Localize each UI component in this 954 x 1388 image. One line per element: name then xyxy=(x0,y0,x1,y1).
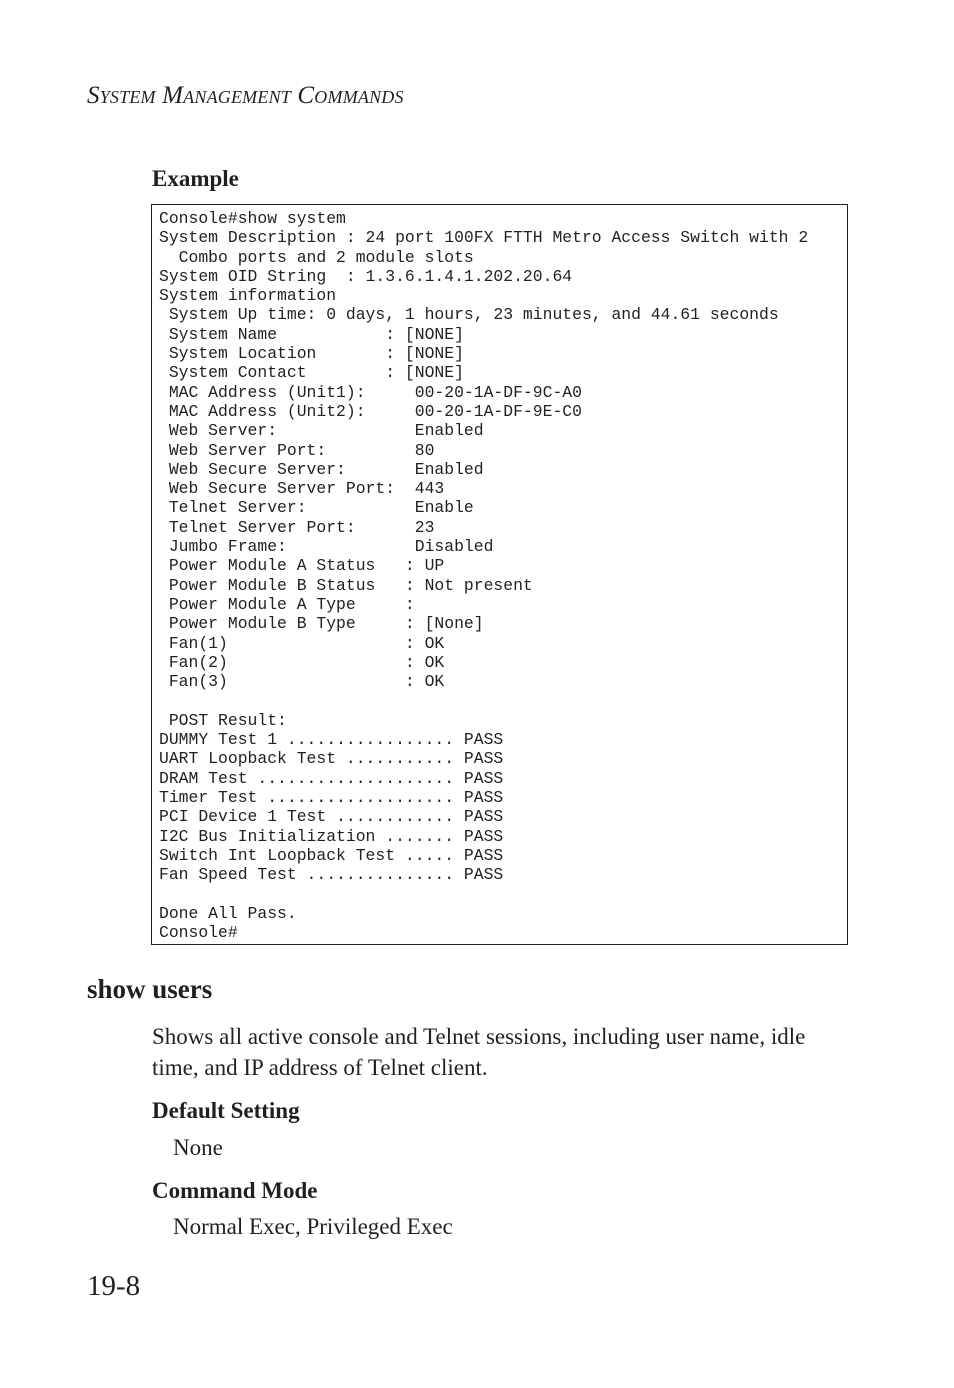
code-line: Fan(1) : OK xyxy=(159,633,445,653)
code-line: MAC Address (Unit2): 00-20-1A-DF-9E-C0 xyxy=(159,401,582,421)
code-line: Fan Speed Test ............... PASS xyxy=(159,865,504,885)
code-line: DUMMY Test 1 ................. PASS xyxy=(159,730,504,750)
code-line: Web Server Port: 80 xyxy=(159,440,435,460)
default-setting-heading: Default Setting xyxy=(152,1098,300,1123)
code-line: System information xyxy=(159,286,337,306)
code-line: System Description : 24 port 100FX FTTH Metro Access Switch with 2 xyxy=(159,228,809,248)
code-example-box xyxy=(151,204,848,945)
code-line: Switch Int Loopback Test ..... PASS xyxy=(159,845,504,865)
code-line: PCI Device 1 Test ............ PASS xyxy=(159,807,504,827)
code-line: Jumbo Frame: Disabled xyxy=(159,537,494,557)
code-line: POST Result: xyxy=(159,710,287,730)
code-line: MAC Address (Unit1): 00-20-1A-DF-9C-A0 xyxy=(159,382,582,402)
command-description: Shows all active console and Telnet sessions, including user name, idle time, and IP address of Telnet client. xyxy=(152,1024,806,1080)
code-line: System OID String : 1.3.6.1.4.1.202.20.64 xyxy=(159,266,573,286)
code-line: Web Secure Server Port: 443 xyxy=(159,479,445,499)
command-mode-value: Normal Exec, Privileged Exec xyxy=(173,1214,453,1239)
code-line: System Location : [NONE] xyxy=(159,344,464,364)
running-header: System Management Commands xyxy=(87,82,404,109)
code-line: Web Server: Enabled xyxy=(159,421,484,441)
section-title: show users xyxy=(87,974,213,1004)
page-number: 19-8 xyxy=(87,1270,141,1302)
default-setting-value: None xyxy=(173,1135,223,1160)
code-line: Telnet Server Port: 23 xyxy=(159,517,435,537)
code-line: Timer Test ................... PASS xyxy=(159,787,504,807)
code-line: Power Module B Type : [None] xyxy=(159,614,484,634)
code-line: Power Module A Status : UP xyxy=(159,556,445,576)
code-line: System Up time: 0 days, 1 hours, 23 minutes, and 44.61 seconds xyxy=(159,305,779,325)
code-line: System Name : [NONE] xyxy=(159,324,464,344)
example-label: Example xyxy=(152,166,239,191)
code-line: System Contact : [NONE] xyxy=(159,363,464,383)
code-line: UART Loopback Test ........... PASS xyxy=(159,749,504,769)
code-line: Console#show system xyxy=(159,209,346,228)
code-line: Console# xyxy=(159,922,238,942)
code-line: Power Module A Type : xyxy=(159,594,415,614)
code-line: I2C Bus Initialization ....... PASS xyxy=(159,826,504,846)
code-line: Combo ports and 2 module slots xyxy=(159,247,474,267)
code-line: Fan(3) : OK xyxy=(159,672,445,692)
code-line: Done All Pass. xyxy=(159,903,297,923)
code-line: Web Secure Server: Enabled xyxy=(159,459,484,479)
command-mode-heading: Command Mode xyxy=(152,1178,318,1203)
code-example-text xyxy=(159,209,847,942)
code-line: Telnet Server: Enable xyxy=(159,498,474,518)
code-line: Fan(2) : OK xyxy=(159,652,445,672)
code-line: Power Module B Status : Not present xyxy=(159,575,533,595)
code-line: DRAM Test .................... PASS xyxy=(159,768,504,788)
